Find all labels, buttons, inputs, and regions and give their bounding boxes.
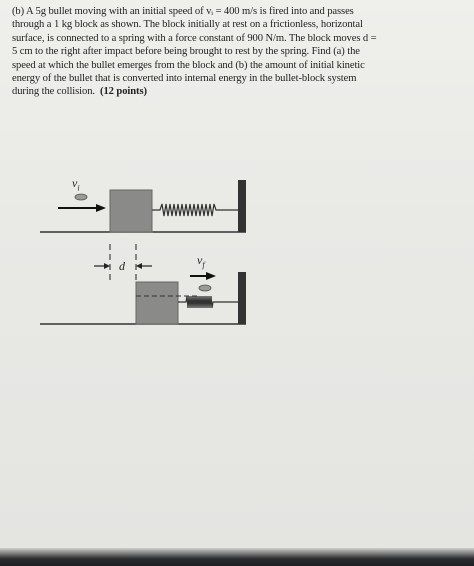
label-vf bbox=[197, 253, 205, 269]
problem-text bbox=[12, 5, 468, 99]
problem-line: energy of the bullet that is converted into internal energy in the bullet-block system bbox=[12, 73, 357, 85]
physics-figure bbox=[0, 160, 474, 360]
problem-line-text: during the collision. bbox=[12, 86, 95, 98]
arrow-vi-head-icon bbox=[96, 204, 106, 212]
label-d: d bbox=[119, 259, 125, 273]
wall-bottom bbox=[238, 272, 246, 324]
problem-line: speed at which the bullet emerges from the block and (b) the amount of initial kinetic bbox=[12, 59, 365, 71]
label-vi-main: v bbox=[72, 176, 78, 190]
spring-bottom bbox=[178, 296, 238, 308]
top-scene bbox=[40, 180, 246, 232]
problem-line-last bbox=[12, 85, 468, 98]
block-top bbox=[110, 190, 152, 232]
spring-top bbox=[152, 204, 238, 216]
bottom-edge bbox=[0, 548, 474, 566]
problem-line: surface, is connected to a spring with a force constant of 900 N/m. The block moves d = bbox=[12, 32, 377, 44]
label-vf-main: v bbox=[197, 253, 203, 267]
points-label: (12 points) bbox=[100, 86, 147, 98]
problem-line: through a 1 kg block as shown. The block initially at rest on a frictionless, horizontal bbox=[12, 19, 363, 31]
block-bottom bbox=[136, 282, 178, 324]
bullet-emerged-icon bbox=[199, 285, 211, 291]
problem-line: 5 cm to the right after impact before being brought to rest by the spring. Find (a) the bbox=[12, 46, 360, 58]
bullet-icon bbox=[75, 194, 87, 200]
d-arrow-left-head-icon bbox=[104, 263, 110, 269]
problem-line: (b) A 5g bullet moving with an initial speed of vᵢ = 400 m/s is fired into and passes bbox=[12, 6, 354, 17]
label-vi-sub: i bbox=[77, 183, 80, 193]
wall-top bbox=[238, 180, 246, 232]
arrow-vf-head-icon bbox=[206, 272, 216, 280]
bottom-scene bbox=[40, 272, 246, 324]
d-arrow-right-head-icon bbox=[136, 263, 142, 269]
label-vf-sub: f bbox=[202, 260, 205, 270]
label-vi bbox=[72, 176, 80, 192]
